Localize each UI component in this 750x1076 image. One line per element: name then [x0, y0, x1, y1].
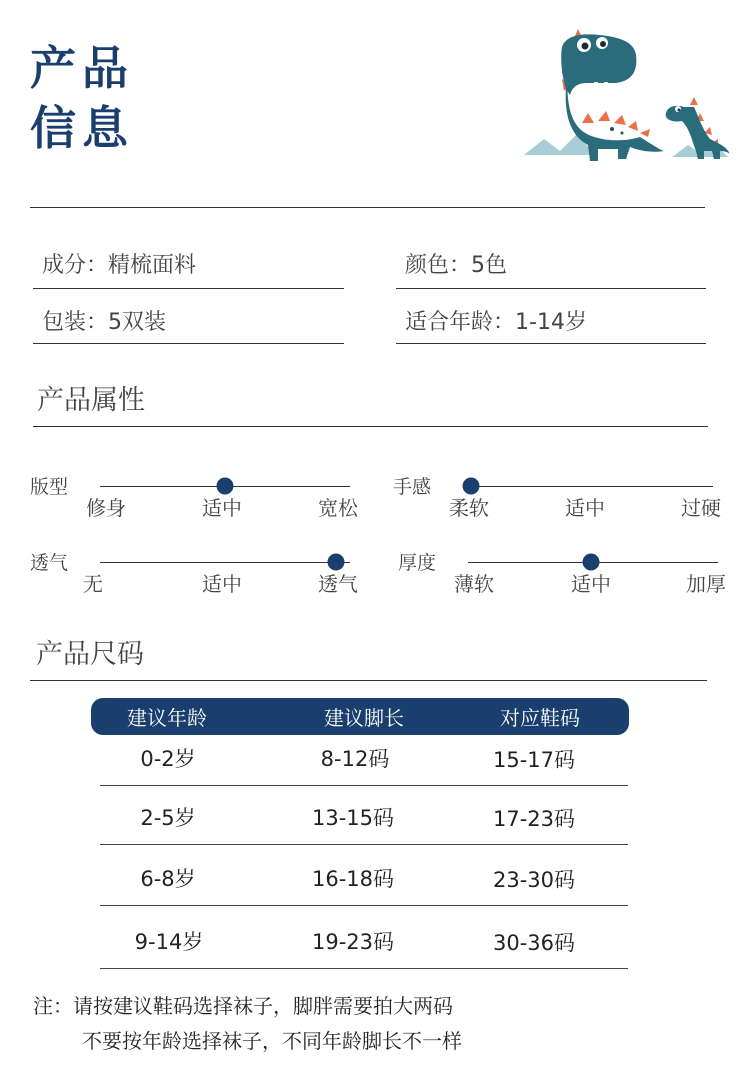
size-header-cell: 对应鞋码 [500, 706, 580, 730]
attribute-tick-label: 透气 [318, 572, 358, 596]
info-item-package [42, 312, 166, 334]
page-title-line2: 信息 [30, 101, 134, 155]
attribute-tick-label: 过硬 [681, 496, 721, 520]
info-underline [33, 288, 344, 289]
note-line2: 不要按年龄选择袜子，不同年龄脚长不一样 [82, 1029, 462, 1053]
attribute-tick-label: 加厚 [686, 572, 726, 596]
info-separator: ： [86, 253, 109, 278]
info-separator: ： [449, 253, 472, 278]
table-row-divider [100, 905, 628, 906]
page-title-line1: 产品 [30, 41, 134, 95]
size-cell: 15-17码 [492, 748, 576, 772]
attribute-tick-label: 修身 [86, 496, 126, 520]
attribute-tick-label: 薄软 [454, 572, 494, 596]
attribute-tick-label: 适中 [202, 572, 242, 596]
table-row-divider [100, 844, 628, 845]
header-divider [30, 207, 705, 208]
info-separator: ： [86, 310, 109, 335]
attribute-level-dot [583, 554, 600, 571]
size-cell: 17-23码 [492, 807, 576, 831]
attribute-name: 透气 [30, 552, 69, 574]
attribute-tick-label: 无 [83, 572, 103, 596]
size-cell: 0-2岁 [140, 747, 196, 771]
attribute-level-dot [217, 478, 234, 495]
info-underline [396, 343, 706, 344]
attribute-track [463, 486, 713, 487]
size-cell: 2-5岁 [140, 806, 196, 830]
info-item-age [405, 312, 587, 334]
attributes-title: 产品属性 [37, 385, 145, 416]
size-cell: 23-30码 [492, 868, 576, 892]
info-value: 5双装 [108, 310, 167, 335]
table-row-divider [100, 968, 628, 969]
attribute-tick-label: 适中 [571, 572, 611, 596]
info-underline [396, 288, 706, 289]
attribute-name: 厚度 [398, 552, 437, 574]
info-underline [33, 343, 344, 344]
info-value: 1-14岁 [515, 310, 587, 335]
size-cell: 16-18码 [311, 867, 395, 891]
size-cell: 6-8岁 [140, 867, 196, 891]
size-cell: 30-36码 [492, 931, 576, 955]
size-cell: 8-12码 [320, 747, 390, 771]
attribute-level-dot [328, 554, 345, 571]
size-cell: 19-23码 [311, 930, 395, 954]
info-label: 颜色 [405, 253, 450, 278]
info-item-color [405, 255, 507, 277]
attributes-divider [33, 426, 708, 427]
info-value: 精梳面料 [108, 253, 197, 278]
attribute-name: 版型 [30, 476, 69, 498]
attribute-track [100, 562, 350, 563]
attribute-tick-label: 适中 [565, 496, 605, 520]
note-line1: 注：请按建议鞋码选择袜子，脚胖需要拍大两码 [33, 994, 453, 1018]
info-label: 成分 [42, 253, 87, 278]
attribute-level-dot [463, 478, 480, 495]
attribute-tick-label: 适中 [202, 496, 242, 520]
dinosaur-illustration [522, 25, 732, 170]
table-row-divider [100, 785, 628, 786]
size-header-cell: 建议年龄 [127, 706, 207, 730]
sizes-title: 产品尺码 [36, 639, 144, 670]
attribute-name: 手感 [393, 476, 432, 498]
size-cell: 13-15码 [311, 806, 395, 830]
info-label: 适合年龄 [405, 310, 494, 335]
sizes-divider [30, 680, 707, 681]
info-label: 包装 [42, 310, 87, 335]
size-header-cell: 建议脚长 [324, 706, 404, 730]
info-item-material [42, 255, 196, 277]
attribute-tick-label: 宽松 [318, 496, 358, 520]
info-separator: ： [493, 310, 516, 335]
size-cell: 9-14岁 [134, 930, 204, 954]
info-value: 5色 [471, 253, 508, 278]
attribute-tick-label: 柔软 [449, 496, 489, 520]
